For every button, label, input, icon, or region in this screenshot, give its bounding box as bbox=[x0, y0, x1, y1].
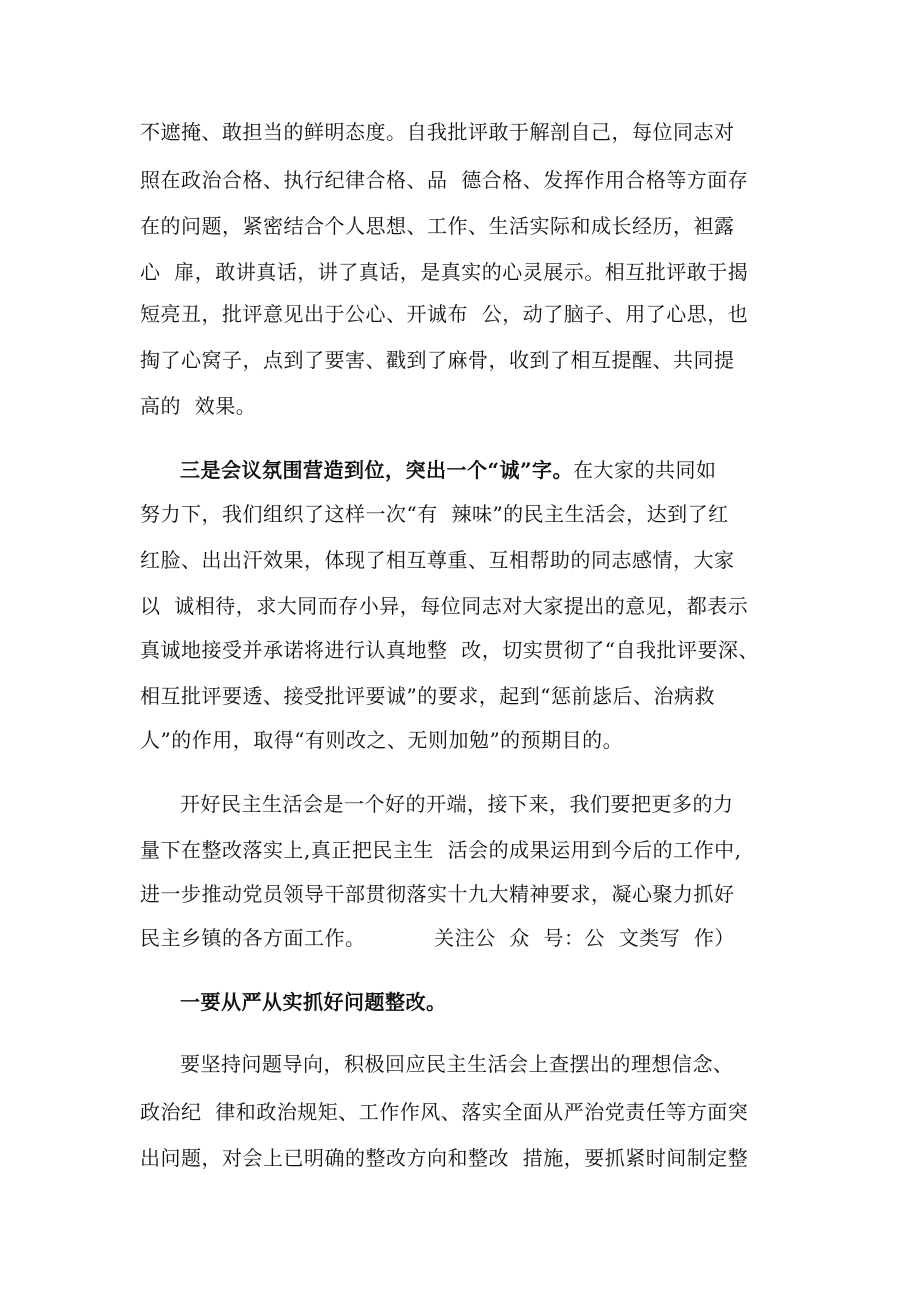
text-line: 开好民主生活会是一个好的开端，接下来，我们要把更多的力 bbox=[180, 792, 734, 816]
text-line: 以 诚相待，求大同而存小异，每位同志对大家提出的意见，都表示 bbox=[140, 594, 749, 618]
text-line: 量下在整改落实上,真正把民主生 活会的成果运用到今后的工作中, bbox=[140, 838, 742, 862]
text-line: 出问题，对会上已明确的整改方向和整改 措施，要抓紧时间制定整 bbox=[140, 1146, 749, 1170]
text-line: 心 扉，敢讲真话，讲了真话，是真实的心灵展示。相互批评敢于揭 bbox=[140, 260, 749, 284]
section-heading: 一要从严从实抓好问题整改。 bbox=[180, 990, 447, 1014]
text-line: 不遮掩、敢担当的鲜明态度。自我批评敢于解剖自己，每位同志对 bbox=[140, 120, 735, 144]
text-line: 短亮丑，批评意见出于公心、开诚布 公，动了脑子、用了心思，也 bbox=[140, 302, 749, 326]
text-line: 努力下，我们组织了这样一次“有 辣味”的民主生活会，达到了红 bbox=[140, 502, 729, 526]
text-line: 进一步推动党员领导干部贯彻落实十九大精神要求，凝心聚力抓好 bbox=[140, 882, 735, 906]
text-line: 人”的作用，取得“有则改之、无则加勉”的预期目的。 bbox=[140, 728, 624, 752]
text-line: 掏了心窝子，点到了要害、戳到了麻骨，收到了相互提醒、共同提 bbox=[140, 348, 735, 372]
paragraph-heading: 三是会议氛围营造到位，突出一个“诚”字。 bbox=[180, 458, 574, 482]
text-line: 政治纪 律和政治规矩、工作作风、落实全面从严治党责任等方面突 bbox=[140, 1100, 749, 1124]
paragraph-first-line bbox=[180, 460, 717, 480]
text-line: 在的问题，紧密结合个人思想、工作、生活实际和成长经历，袒露 bbox=[140, 214, 735, 238]
text-line: 要坚持问题导向，积极回应民主生活会上查摆出的理想信念、 bbox=[180, 1052, 734, 1076]
text-line: 相互批评要透、接受批评要诚”的要求，起到“惩前毖后、治病救 bbox=[140, 684, 715, 708]
text-line: 真诚地接受并承诺将进行认真地整 改，切实贯彻了“自我批评要深、 bbox=[140, 638, 759, 662]
text-line: 照在政治合格、执行纪律合格、品 德合格、发挥作用合格等方面存 bbox=[140, 168, 749, 192]
text-line: 红脸、出出汗效果，体现了相互尊重、互相帮助的同志感情，大家 bbox=[140, 548, 735, 572]
text-line: 高的 效果。 bbox=[140, 394, 257, 418]
text-line: 民主乡镇的各方面工作。 关注公 众 号：公 文类写 作） bbox=[140, 926, 735, 950]
text-line: 在大家的共同如 bbox=[573, 458, 717, 482]
